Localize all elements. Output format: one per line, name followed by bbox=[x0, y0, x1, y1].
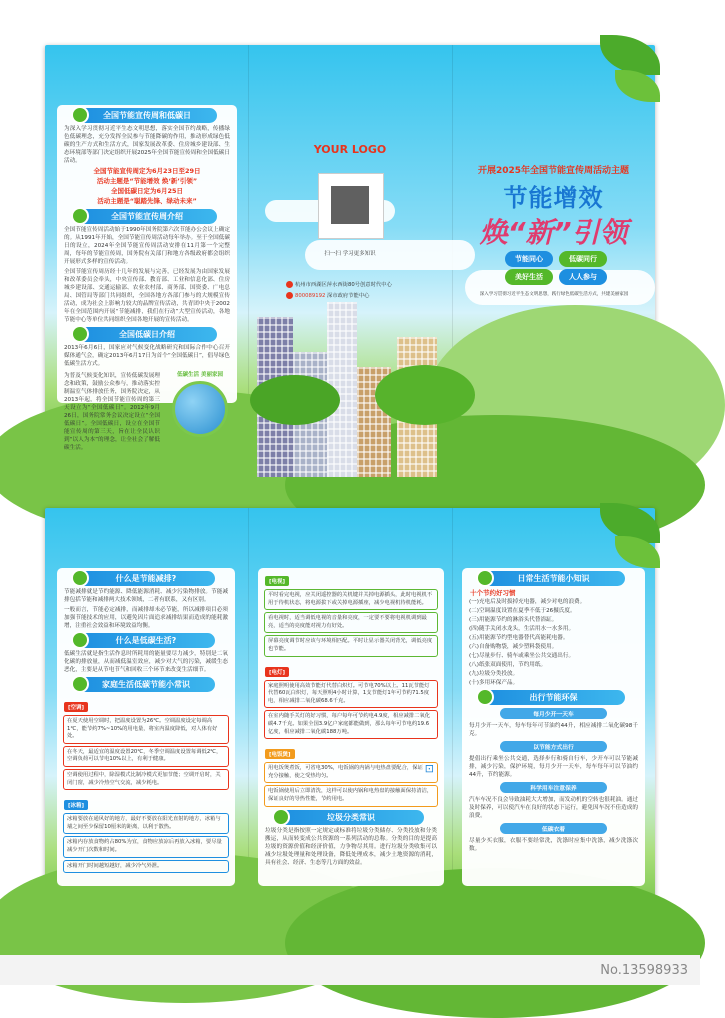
leaf bbox=[600, 35, 660, 75]
body-text: 低碳生活就是指生活作息时所耗用的能量要尽力减少，特别是二氧化碳的排放量，从而减低温室效应，减少对大气的污染，减缓生态恶化，主要是从节电节气和回收三个环节来改变生活细节。 bbox=[64, 651, 228, 673]
qr-code-icon bbox=[325, 180, 375, 230]
tip-box: 冰箱开门时间越短越好，减少冷气外泄。 bbox=[63, 860, 229, 874]
category-tag: [电饭煲] bbox=[265, 749, 295, 759]
section-title: 垃圾分类常识 bbox=[278, 810, 423, 825]
tip-item: (八)纸张双面使用，节约用纸。 bbox=[469, 662, 547, 668]
tip-box: 平时看完电视，应关闭遥控器的关机键并关掉电源插头，此时电视机不用于待机状态，将电源拔下或关掉电源插座，减少电视机待机能耗。 bbox=[264, 589, 438, 610]
leaf-icon bbox=[71, 106, 89, 124]
highlight-line: 全国低碳日定为6月25日 bbox=[110, 187, 184, 195]
theme-tag: 人人参与 bbox=[559, 269, 607, 285]
body-text: 尽量少买衣服，衣服不要经常洗，洗涤时应集中洗涤，减少洗涤次数。 bbox=[469, 838, 638, 852]
leaf-icon bbox=[71, 325, 89, 343]
category-tag: [电视] bbox=[265, 576, 289, 586]
tip-box: 家庭照明使用高效节能灯代替白炽灯。可节电70%以上。11瓦节能灯代替60瓦白炽灯，每天照明4小时计算，1支节能灯1年可节约71.5度电，相应减排二氧化碳68.6千克。 bbox=[264, 680, 438, 709]
phone-line: 800089192 深市政府节能中心 bbox=[286, 291, 446, 302]
intro-text: 为深入学习贯彻习近平生态文明思想，落实全国节约战略，传播绿色低碳理念，充分发挥全民参与节能降碳的作用，推动形成绿色低碳的生产方式和生活方式，国家发展改革委、住房城乡建设部、生态环境部等部门决定组织开展2025年全国节能宣传周和全国低碳日活动。 bbox=[64, 126, 230, 164]
footer-text: 深入学习贯彻习近平生态文明思想，践行绿色低碳生活方式，共建美丽家园 bbox=[479, 292, 629, 297]
theme-subtitle: 开展2025年全国节能宣传周活动主题 bbox=[477, 166, 630, 176]
section-title: 日常生活节能小知识 bbox=[482, 571, 625, 586]
theme-tag: 低碳同行 bbox=[559, 251, 607, 267]
brochure-back bbox=[45, 508, 655, 940]
highlight-line: 活动主题是“节能增效 焕‘新’引领” bbox=[96, 177, 198, 185]
phone-icon bbox=[286, 292, 293, 299]
tip-item: (四)随手关闭水龙头，生活用水一水多用。 bbox=[469, 626, 575, 632]
main-title: 节能增效 bbox=[503, 184, 604, 212]
body-text: 为普及气候变化知识，宣传低碳发展理念和政策，鼓励公众参与，推动落实控制温室气体排放任务，国务院决定，从2013年起，将全国节能宣传周的第三天设立为“全国低碳日”。2012年9月26日，国务院常务会议决定设立“全国低碳日”。全国低碳日，设立在全国节能宣传周的第三天，旨在让全民认识到“以人为本”的理念，让全社会了解低碳生活。 bbox=[64, 373, 160, 451]
category-tag: [冰箱] bbox=[64, 800, 88, 810]
earth-icon bbox=[172, 381, 228, 437]
tip-item: (二)空调温度设置在夏季不低于26摄氏度。 bbox=[469, 608, 576, 614]
leaf-icon bbox=[476, 688, 494, 706]
theme-tag: 美好生活 bbox=[505, 269, 553, 285]
illustration-caption: 低碳生活 美丽家园 bbox=[177, 372, 223, 378]
back-left-card bbox=[57, 568, 235, 886]
tip-box: 看电视时，适当调低电视的音量和亮度，一定要不要将电视机调到最亮，适当的亮度能对视力有好处。 bbox=[264, 612, 438, 633]
back-mid-card bbox=[258, 568, 444, 886]
tip-item: (一)充电后及时拔掉充电器，减少对电的浪费。 bbox=[469, 599, 586, 605]
globe-illustration bbox=[167, 370, 233, 440]
watermark-bar bbox=[0, 955, 700, 985]
tip-box: 空调使用过程中，除湿模式比制冷模式更加节能；空调开启时，关闭门窗，减少冷热空气交流，减少耗电。 bbox=[63, 769, 229, 790]
tip-box: 在室内随手关灯的好习惯，每户每年可节约电4.9度，相应减排二氧化碳4.7千克。如果全国3.9亿户家庭都能做到，那么每年可节电约19.6亿度，相应减排二氧化碳188万吨。 bbox=[264, 710, 438, 739]
leaf-icon bbox=[71, 675, 89, 693]
rice-cooker-icon: ⊡ bbox=[424, 762, 434, 776]
body-text: 全国节能宣传周活动始于1990年国务院第六次节能办公会议上确定的。从1991年开始，全国节能宣传周活动每年举办。至于全国低碳日的设立，2024年全国节能宣传周活动安排在11月第一个完整周，每年的节能宣传周，国务院有关部门和地方各级政府都会组织开展形式多样的宣传活动。 bbox=[64, 227, 230, 265]
main-title-2: 焕“新”引领 bbox=[479, 216, 628, 249]
tip-box: 在夏天使用空调时，把温度设置为26℃。空调温度设定每调高1℃，能节约7%~10%的用电量，将室内温度降低，对人体有好处。 bbox=[63, 715, 229, 744]
tip-box: 电饭锅使用后立即清洗，这样可以使内锅和电热盘的接触面保持清洁，保证良好的导热性能，节约用电。 bbox=[264, 785, 438, 806]
body-text: 全国节能宣传周历经十几年的发展与完善，已经发展为由国家发展和改革委员会牵头，中央宣传部、教育部、工业和信息化部、住房城乡建设部、交通运输部、农业农村部、商务部、国资委、广电总局、国管局等部门共同组织，全国各地方各部门参与的大规模宣传活动，成为社会上影响力较大的品牌宣传活动，共青团中央于2002年在全国范围内开展“节能减排，我们在行动”大型宣传活动，各地节能中心等单位共同组织全国各地开展的宣传活动。 bbox=[64, 269, 230, 323]
body-text: 每月少开一天车，每车每年可节油约44升，相应减排二氧化碳98千克。 bbox=[469, 723, 638, 737]
contact-info bbox=[286, 280, 446, 302]
back-right-card bbox=[462, 568, 645, 886]
highlight-line: 全国节能宣传周定为6月23日至29日 bbox=[93, 167, 201, 175]
qr-code[interactable] bbox=[318, 173, 384, 239]
tip-box: 冰箱内存放食物约占80%为宜，食物应放凉后再放入冰箱，要尽量减少开门次数和时间。 bbox=[63, 836, 229, 857]
leaf-icon bbox=[71, 569, 89, 587]
leaf-icon bbox=[476, 569, 494, 587]
tips-list bbox=[462, 598, 645, 687]
tip-box: 冰箱要放在通风好的地方，最好不要放在阳光直射的地方，冰箱与墙之间至少保留10厘米的距离，以利于散热。 bbox=[63, 813, 229, 834]
body-text: 2013年6月6日，国家应对气候变化战略研究和国际合作中心召开媒体通气会，确定2013年6月17日为首个“全国低碳日”，倡导绿色低碳生活方式。 bbox=[64, 345, 230, 367]
location-icon bbox=[286, 281, 293, 288]
brochure-front bbox=[45, 45, 655, 477]
leaf-icon bbox=[71, 207, 89, 225]
category-tag: [电灯] bbox=[265, 667, 289, 677]
tip-box: ⊡ 用电饭煲煮饭，可省电30%，电饭锅的内锅与电热盘要配合，保证充分接触，使之受热均匀。 bbox=[264, 762, 438, 783]
subheading: 十个节约好习惯 bbox=[470, 589, 516, 597]
tip-item: (五)用能源节约型电器替代高能耗电器。 bbox=[469, 635, 569, 641]
leaf-icon bbox=[71, 631, 89, 649]
tip-item: (七)尽量步行、骑车或乘坐公共交通出行。 bbox=[469, 653, 575, 659]
qr-caption: 扫一扫 学习更多知识 bbox=[324, 251, 376, 257]
tip-item: (三)用能源节约的淋浴头代替浴缸。 bbox=[469, 617, 558, 623]
hill bbox=[285, 868, 705, 1018]
subheading: 科学用车注意保养 bbox=[500, 782, 606, 793]
section-title: 家庭生活低碳节能小常识 bbox=[77, 677, 216, 692]
subheading: 以节能方式出行 bbox=[500, 741, 606, 752]
section-title: 全国节能宣传周介绍 bbox=[77, 209, 217, 224]
address-line: 杭州市西湖区萍水西街80号创意时代中心 bbox=[286, 280, 446, 291]
body-text: 一般而言，节能必定减排，而减排却未必节能，所以减排项目必须加强节能技术的应用，以避免因片面追求减排结果而造成的能耗激增，注重社会效益和环境效益均衡。 bbox=[64, 607, 228, 629]
tip-box: 屏幕亮度调节时应该与环境相匹配。平时让显示器关闭背光，调低亮度也节能。 bbox=[264, 635, 438, 656]
subheading: 低碳衣着 bbox=[500, 823, 606, 834]
tip-item: (十)多用环保产品。 bbox=[469, 680, 519, 686]
body-text: 节能减排就是节约能源、降低能源消耗、减少污染物排放。节能减排包括节能和减排两大技术领域，二者有联系，又有区别。 bbox=[64, 589, 228, 603]
tree bbox=[375, 365, 475, 425]
highlight-line: 活动主题是“聪踏先锋、绿动未来” bbox=[97, 197, 197, 205]
section-title: 全国节能宣传周和低碳日 bbox=[77, 108, 217, 123]
watermark-id: No.13598933 bbox=[600, 963, 688, 978]
section-title: 什么是低碳生活? bbox=[77, 633, 216, 648]
tree bbox=[250, 375, 340, 425]
category-tag: [空调] bbox=[64, 702, 88, 712]
section-title: 什么是节能减排? bbox=[77, 571, 216, 586]
front-info-card bbox=[57, 105, 237, 451]
body-text: 提倡出行乘坐公共交通，选择步行和骑自行车，少开车可以节能减排，减少污染，保护环境，每月少开一天车，每车每年可以节油约44升，节约能源。 bbox=[469, 756, 638, 778]
section-title: 出行节能环保 bbox=[482, 690, 625, 705]
body-text: 汽车车况不良会导致油耗大大增加，而发动机的空转也很耗油。通过及时保养，可以使汽车在良好的状态下运行，避免因车况不佳造成的浪费。 bbox=[469, 797, 638, 819]
tip-box: 在冬天，最适宜的温度设置20℃，冬季空调温度设置每调低2℃，空调负荷可以节电10%以上，有利于健康。 bbox=[63, 746, 229, 767]
section-title: 全国低碳日介绍 bbox=[77, 327, 217, 342]
body-text: 垃圾分类是指按照一定规定或标准将垃圾分类储存、分类投放和分类搬运，从而转变成公共资源的一系列活动的总称。分类的目的是提高垃圾的资源价值和经济价值，力争物尽其用。进行垃圾分类收集可以减少垃圾处理量和处理设备，降低处理成本，减少土地资源的消耗，具有社会、经济、生态等几方面的效益。 bbox=[265, 827, 437, 866]
leaf-icon bbox=[272, 808, 290, 826]
tip-item: (九)垃圾分类投放。 bbox=[469, 671, 519, 677]
subheading: 每月少开一天车 bbox=[500, 708, 606, 719]
logo: YOUR LOGO bbox=[313, 143, 387, 156]
tip-item: (六)自备购物袋，减少塑料袋使用。 bbox=[469, 644, 558, 650]
theme-tag: 节能同心 bbox=[505, 251, 553, 267]
